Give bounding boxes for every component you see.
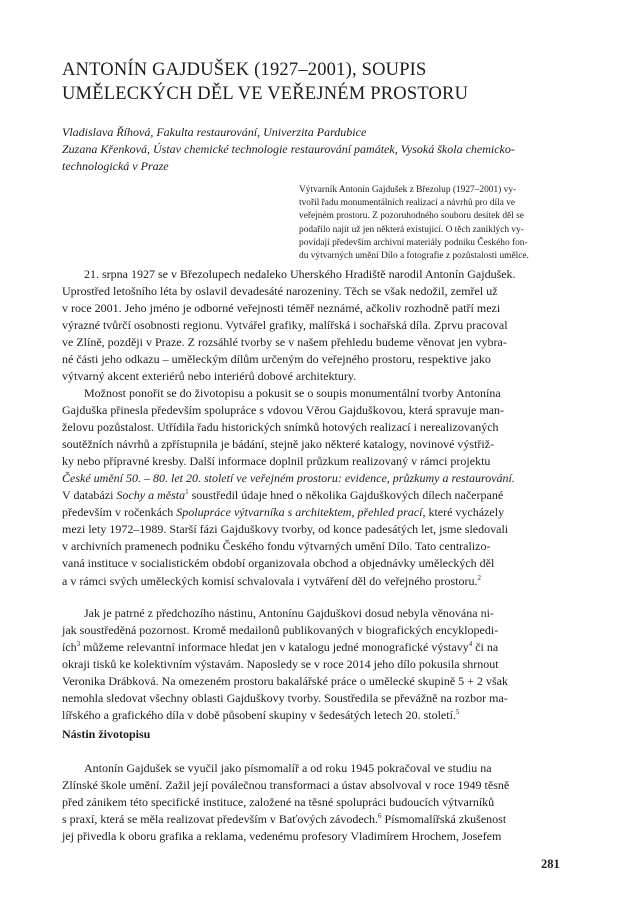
paragraph-line: mezi lety 1972–1989. Starší fázi Gajduškovy tvorby, od konce padesátých let, jsme sledovali bbox=[62, 522, 509, 537]
text-run: soustředil údaje hned o několika Gajduškových dílech načerpané bbox=[188, 488, 504, 503]
paragraph-line: výtvarný akcent exteriérů nebo interiérů dobové architektury. bbox=[62, 369, 357, 384]
paragraph-line bbox=[62, 573, 567, 590]
paragraph-line: jak soustředěná pozornost. Kromě medailonů publikovaných v biografických encyklopedi- bbox=[62, 623, 499, 638]
text-run: a v rámci svých uměleckých komisí schvalovala i vytváření děl do veřejného prostoru. bbox=[62, 573, 478, 588]
title-line: UMĚLECKÝCH DĚL VE VEŘEJNÉM PROSTORU bbox=[62, 84, 469, 104]
footnote-ref: 3 bbox=[76, 640, 81, 649]
text-run: můžeme relevantní informace hledat jen v katalogu jedné monografické výstavy bbox=[80, 640, 469, 655]
paragraph-line: 21. srpna 1927 se v Březolupech nedaleko Uherského Hradiště narodil Antonín Gajdušek. bbox=[84, 267, 516, 281]
paragraph-line: ky nebo přípravné kresby. Další informace doplnil průzkum realizovaný v rámci projektu bbox=[62, 454, 491, 469]
text-run: ích bbox=[62, 640, 77, 655]
footnote-ref: 5 bbox=[455, 708, 460, 717]
body-paragraph-3 bbox=[62, 605, 567, 724]
paragraph-line: před zánikem této specifické instituce, založené na těsné spolupráci budoucích výtvarníků bbox=[62, 795, 495, 810]
paragraph-line: Antonín Gajdušek se vyučil jako písmomalíř a od roku 1945 pokračoval ve studiu na bbox=[84, 761, 492, 775]
text-run: Písmomalířská zkušenost bbox=[381, 812, 507, 827]
abstract-line: podařilo najít už jen některá existující. O těch zaniklých vy- bbox=[299, 224, 524, 235]
database-title: Sochy a města bbox=[116, 488, 186, 503]
footnote-ref: 2 bbox=[477, 573, 482, 582]
body-paragraph-2 bbox=[62, 385, 567, 590]
body-paragraph-4 bbox=[62, 760, 567, 845]
paragraph-line: Jak je patrné z předchozího nástinu, Antonínu Gajduškovi dosud nebyla věnována ni- bbox=[84, 606, 494, 620]
paragraph-line: Veronika Drábková. Na omezeném prostoru bakalářské práce o umělecké skupině 5 + 2 však bbox=[62, 674, 508, 689]
paragraph-line: Zlínské škole umění. Zažil její poválečnou transformaci a ústav absolvoval v roce 1949 těsně bbox=[62, 778, 510, 793]
author-affiliations bbox=[62, 124, 582, 175]
body-paragraph-1 bbox=[62, 266, 567, 385]
paragraph-line: vaná instituce v socialistickém období organizovala obchod a objednávky uměleckých děl bbox=[62, 556, 495, 571]
page-number: 281 bbox=[541, 857, 560, 871]
paragraph-line: Uprostřed letošního léta by oslavil devadesáté narozeniny. Těch se však nedožil, zemřel už bbox=[62, 284, 498, 299]
paragraph-line: želovu pozůstalost. Utřídila řadu historických snímků hotových realizací i nerealizovaných bbox=[62, 420, 499, 435]
abstract-line: Výtvarník Antonín Gajdušek z Březolup (1927–2001) vy- bbox=[299, 185, 517, 195]
footnote-ref: 1 bbox=[185, 488, 189, 497]
author-line: technologická v Praze bbox=[62, 159, 169, 173]
text-run: lířského a grafického díla v době působení skupiny v šedesátých letech 20. století. bbox=[62, 708, 456, 723]
author-line: Vladislava Říhová, Fakulta restaurování, Univerzita Pardubice bbox=[62, 125, 367, 139]
author-line: Zuzana Křenková, Ústav chemické technologie restaurování památek, Vysoká škola chemicko- bbox=[62, 142, 515, 156]
paragraph-line: jej přivedla k oboru grafika a reklama, vedenému profesory Vladimírem Hrochem, Josefem bbox=[62, 829, 502, 844]
paragraph-line: v archivních pramenech podniku Českého fondu výtvarných umění Dílo. Tato centralizo- bbox=[62, 539, 491, 554]
abstract-line: du výtvarných umění Dílo a fotografie z pozůstalosti umělce. bbox=[299, 251, 529, 262]
paragraph-line: Gajduška přinesla především spolupráce s vdovou Věrou Gajduškovou, která spravuje man- bbox=[62, 403, 505, 418]
text-run: V databázi bbox=[62, 488, 117, 503]
footnote-ref: 6 bbox=[378, 812, 382, 821]
paragraph-line bbox=[62, 811, 567, 828]
paragraph-line bbox=[62, 487, 567, 504]
project-title: České umění 50. – 80. let 20. století ve veřejném prostoru: evidence, průzkumy a restaurování. bbox=[62, 471, 515, 486]
text-run: především v ročenkách bbox=[62, 505, 177, 520]
article-title bbox=[62, 58, 582, 106]
paragraph-line: v roce 2001. Jeho jméno je odborné veřejnosti téměř neznámé, ačkoliv rozhodně patří mezi bbox=[62, 301, 501, 316]
footnote-ref: 4 bbox=[468, 640, 473, 649]
paragraph-line: nemohla sledovat všechny oblasti Gajduškovy tvorby. Soustředila se převážně na rozbor ma- bbox=[62, 691, 508, 706]
paragraph-line bbox=[62, 470, 567, 487]
paragraph-line: okraji tisků ke kolektivním výstavám. Naposledy se v roce 2014 jeho dílo pokusila shrnout bbox=[62, 657, 499, 672]
paragraph-line bbox=[62, 707, 567, 724]
paragraph-line bbox=[62, 504, 567, 521]
abstract-line: povídají především archivní materiály podniku Českého fon- bbox=[299, 237, 528, 248]
title-line: ANTONÍN GAJDUŠEK (1927–2001), SOUPIS bbox=[62, 60, 427, 80]
paragraph-line: ve Zlíně, později v Praze. Z rozsáhlé tvorby se v našem přehledu budeme věnovat jen vybra- bbox=[62, 335, 507, 350]
text-run: či na bbox=[472, 640, 499, 655]
paragraph-line: Možnost ponořit se do životopisu a pokusit se o soupis monumentální tvorby Antonína bbox=[84, 386, 501, 400]
abstract-line: tvořil řadu monumentálních realizací a návrhů pro díla ve bbox=[299, 198, 516, 209]
abstract bbox=[299, 184, 565, 263]
text-run: , které vycházely bbox=[422, 505, 505, 520]
paragraph-line bbox=[62, 639, 567, 656]
abstract-line: veřejném prostoru. Z pozoruhodného souboru desítek děl se bbox=[299, 211, 524, 222]
paragraph-line: výrazné tvůrčí osobnosti regionu. Vytvářel grafiky, malířská i sochařská díla. Zprvu pracoval bbox=[62, 318, 508, 333]
paragraph-line: né části jeho odkazu – uměleckým dílům určeným do veřejného prostoru, respektive jako bbox=[62, 352, 491, 367]
text-run: s praxí, která se měla realizovat především v Baťových závodech. bbox=[62, 812, 379, 827]
yearbook-title: Spolupráce výtvarníka s architektem, přehled prací bbox=[176, 505, 423, 520]
section-heading: Nástin životopisu bbox=[62, 727, 151, 741]
paragraph-line: soutěžních návrhů a zpřístupnila je bádání, stejně jako některé katalogy, novinové výstřiž- bbox=[62, 437, 495, 452]
